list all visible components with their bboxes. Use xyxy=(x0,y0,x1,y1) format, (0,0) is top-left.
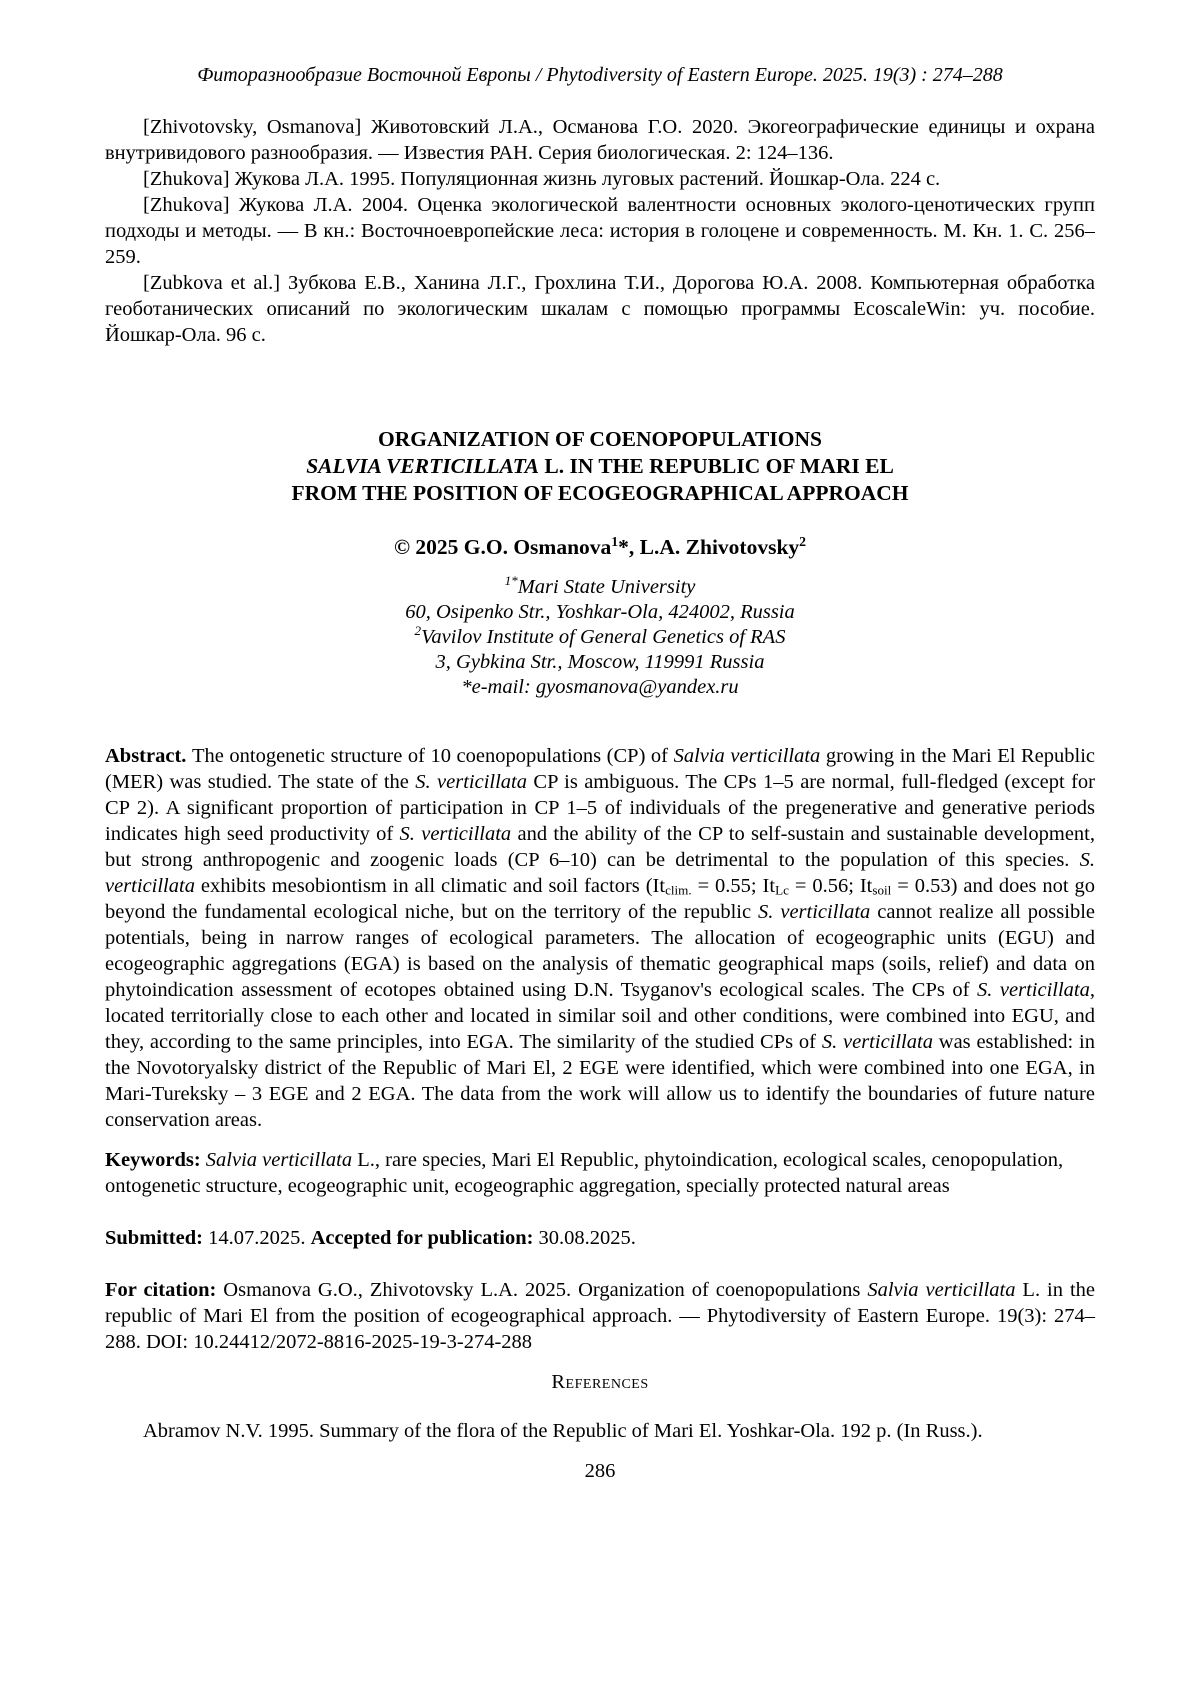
journal-running-head: Фиторазнообразие Восточной Европы / Phytodiversity of Eastern Europe. 2025. 19(3) : 274–288 xyxy=(197,64,1003,86)
affiliation-line-2: 60, Osipenko Str., Yoshkar-Ola, 424002, Russia xyxy=(405,601,795,623)
keywords-paragraph: Keywords: Salvia verticillata L., rare species, Mari El Republic, phytoindication, ecological scales, cenopopulation, ontogenetic structure, ecogeographic unit, ecogeographic aggregation, specially protected natural areas xyxy=(105,1149,1064,1197)
submission-dates: Submitted: 14.07.2025. Accepted for publication: 30.08.2025. xyxy=(105,1227,636,1249)
russian-reference-entry-4: [Zubkova et al.] Зубкова Е.В., Ханина Л.Г., Грохлина Т.И., Дорогова Ю.А. 2008. Компьютерная обработка геоботанических описаний по экологическим шкалам с помощью программы EcoscaleWin: уч. пособие. Йошкар-Ола. 96 с. xyxy=(105,272,1095,346)
article-title xyxy=(105,426,1095,508)
abstract-paragraph: Abstract. The ontogenetic structure of 10 coenopopulations (CP) of Salvia verticillata growing in the Mari El Republic (MER) was studied. The state of the S. verticillata CP is ambiguous. The CPs 1–5 are normal, full-fledged (except for CP 2). A significant proportion of participation in CP 1–5 of individuals of the pregenerative and generative periods indicates high seed productivity of S. verticillata and the ability of the CP to self-sustain and sustainable development, but strong anthropogenic and zoogenic loads (CP 6–10) can be detrimental to the population of this species. S. verticillata exhibits mesobiontism in all climatic and soil factors ($It_{clim.} = 0.55$; $It_{Lc} = 0.56$; $It_{soil} = 0.53$) and does not go beyond the fundamental ecological niche, but on the territory of the republic S. verticillata cannot realize all possible potentials, being in narrow ranges of ecological parameters. The allocation of ecogeographic units (EGU) and ecogeographic aggregations (EGA) is based on the analysis of thematic geographical maps (soils, relief) and data on phytoindication assessment of ecotopes obtained using D.N. Tsyganov's ecological scales. The CPs of S. verticillata, located territorially close to each other and located in similar soil and other conditions, were combined into EGU, and they, according to the same principles, into EGA. The similarity of the studied CPs of S. verticillata was established: in the Novotoryalsky district of the Republic of Mari El, 2 EGE were identified, which were combined into one EGA, in Mari-Tureksky – 3 EGE and 2 EGA. The data from the work will allow us to identify the boundaries of future nature conservation areas. xyxy=(105,745,1096,1131)
russian-reference-entry-2: [Zhukova] Жукова Л.А. 1995. Популяционная жизнь луговых растений. Йошкар-Ола. 224 с. xyxy=(143,168,941,190)
citation-paragraph: For citation: Osmanova G.O., Zhivotovsky L.A. 2025. Organization of coenopopulations Salvia verticillata L. in the republic of Mari El from the position of ecogeographical approach. — Phytodiversity of Eastern Europe. 19(3): 274–288. DOI: 10.24412/2072-8816-2025-19-3-274-288 xyxy=(105,1279,1095,1353)
russian-references-block xyxy=(105,114,1095,374)
article-title-line-2: SALVIA VERTICILLATA L. IN THE REPUBLIC OF MARI EL xyxy=(306,454,894,478)
references-heading: References xyxy=(551,1371,649,1393)
authors-line: © 2025 G.O. Osmanova$^1$*, L.A. Zhivotovsky$^2$ xyxy=(393,533,807,559)
russian-reference-entry-1: [Zhivotovsky, Osmanova] Животовский Л.А., Османова Г.О. 2020. Экогеографические единицы и охрана внутривидового разнообразия. — Известия РАН. Серия биологическая. 2: 124–136. xyxy=(105,116,1095,164)
affiliation-email: *e-mail: gyosmanova@yandex.ru xyxy=(461,676,739,698)
reference-entry-abramov: Abramov N.V. 1995. Summary of the flora of the Republic of Mari El. Yoshkar-Ola. 192 p. (In Russ.). xyxy=(143,1420,983,1442)
affiliation-line-1: $^{1*}$Mari State University xyxy=(504,573,696,598)
affiliations-block xyxy=(105,575,1095,701)
affiliation-line-3: $^2$Vavilov Institute of General Genetics of RAS xyxy=(414,623,786,648)
article-title-line-3: FROM THE POSITION OF ECOGEOGRAPHICAL APPROACH xyxy=(291,481,909,505)
russian-reference-entry-3: [Zhukova] Жукова Л.А. 2004. Оценка экологической валентности основных эколого-ценотических групп подходы и методы. — В кн.: Восточноевропейские леса: история в голоцене и современность. М. Кн. 1. С. 256–259. xyxy=(105,194,1095,268)
article-title-line-1: ORGANIZATION OF COENOPOPULATIONS xyxy=(378,427,822,451)
affiliation-line-4: 3, Gybkina Str., Moscow, 119991 Russia xyxy=(435,651,765,673)
page-number: 286 xyxy=(584,1460,616,1482)
